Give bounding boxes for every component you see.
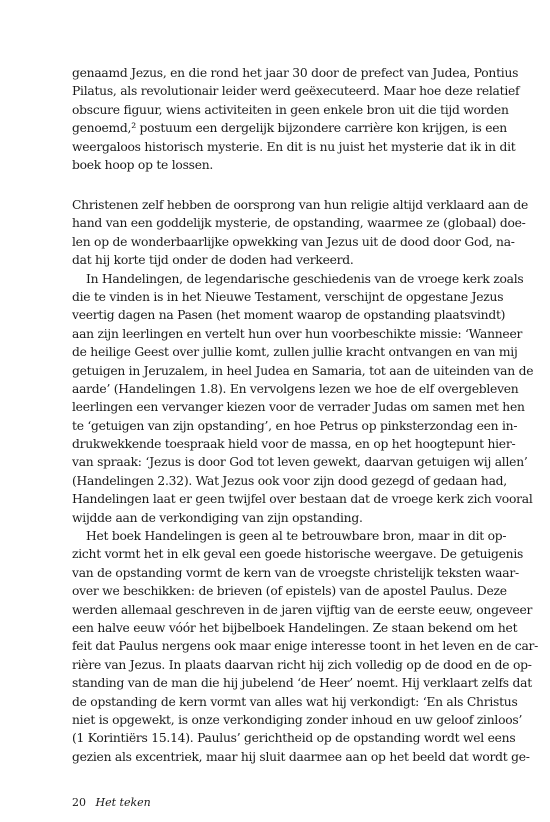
text-block-top — [72, 64, 520, 174]
text-line: hand van een goddelijk mysterie, de opstanding, waarmee ze (globaal) doe- — [72, 216, 526, 231]
text-line: een halve eeuw vóór het bijbelboek Handelingen. Ze staan bekend om het — [72, 620, 518, 635]
text-block-main — [72, 196, 539, 766]
text-line: werden allemaal geschreven in de jaren vijftig van de eerste eeuw, ongeveer — [72, 602, 533, 617]
text-line: standing van de man die hij jubelend ‘de Heer’ noemt. Hij verklaart zelfs dat — [72, 676, 532, 691]
text-line: de heilige Geest over jullie komt, zullen jullie kracht ontvangen en van mij — [72, 345, 518, 360]
text-line: van de opstanding vormt de kern van de vroegste christelijk teksten waar- — [72, 565, 519, 580]
text-line: over we beschikken: de brieven (of epistels) van de apostel Paulus. Deze — [72, 584, 507, 599]
paragraph-3 — [72, 270, 534, 527]
paragraph-4 — [72, 527, 539, 766]
text-line: Het boek Handelingen is geen al te betrouwbare bron, maar in dit op- — [86, 529, 507, 544]
text-line: zicht vormt het in elk geval een goede historische weergave. De getuigenis — [72, 547, 524, 562]
text-line: Pilatus, als revolutionair leider werd geëxecuteerd. Maar hoe deze relatief — [72, 84, 520, 99]
text-line: wijdde aan de verkondiging van zijn opstanding. — [72, 510, 363, 525]
paragraph-1 — [72, 64, 520, 174]
running-title: Het teken — [95, 796, 151, 809]
page-number: 20 — [72, 796, 86, 809]
page-footer — [72, 796, 151, 809]
text-line: obscure figuur, wiens activiteiten in geen enkele bron uit die tijd worden — [72, 102, 509, 117]
text-line: veertig dagen na Pasen (het moment waarop de opstanding plaatsvindt) — [72, 308, 506, 323]
text-line: aan zijn leerlingen en vertelt hun over hun voorbeschikte missie: ‘Wanneer — [72, 326, 523, 341]
text-line: leerlingen een vervanger kiezen voor de verrader Judas om samen met hen — [72, 400, 525, 415]
paragraph-2 — [72, 196, 529, 270]
text-line: getuigen in Jeruzalem, in heel Judea en Samaria, tot aan de uiteinden van de — [72, 363, 534, 378]
text-line: gezien als excentriek, maar hij sluit daarmee aan op het beeld dat wordt ge- — [72, 749, 530, 764]
text-line: In Handelingen, de legendarische geschiedenis van de vroege kerk zoals — [86, 271, 524, 286]
text-line: te ‘getuigen van zijn opstanding’, en hoe Petrus op pinksterzondag een in- — [72, 418, 518, 433]
text-line: niet is opgewekt, is onze verkondiging zonder inhoud en uw geloof zinloos’ — [72, 712, 523, 727]
text-line: feit dat Paulus nergens ook maar enige interesse toont in het leven en de car- — [72, 639, 539, 654]
text-line: boek hoop op te lossen. — [72, 157, 214, 172]
text-line: aarde’ (Handelingen 1.8). En vervolgens lezen we hoe de elf overgebleven — [72, 381, 519, 396]
text-line: drukwekkende toespraak hield voor de massa, en op het hoogtepunt hier- — [72, 437, 516, 452]
text-line: weergaloos historisch mysterie. En dit is nu juist het mysterie dat ik in dit — [72, 139, 516, 154]
text-line: de opstanding de kern vormt van alles wat hij verkondigt: ‘En als Christus — [72, 694, 518, 709]
text-line: rière van Jezus. In plaats daarvan richt hij zich volledig op de dood en de op- — [72, 657, 532, 672]
text-line: Christenen zelf hebben de oorsprong van hun religie altijd verklaard aan de — [72, 198, 529, 212]
text-line: Handelingen laat er geen twijfel over bestaan dat de vroege kerk zich vooral — [72, 492, 533, 507]
text-line: genaamd Jezus, en die rond het jaar 30 door de prefect van Judea, Pontius — [72, 66, 519, 80]
text-line: (1 Korintiërs 15.14). Paulus’ gerichtheid op de opstanding wordt wel eens — [72, 731, 516, 746]
text-line: die te vinden is in het Nieuwe Testament, verschijnt de opgestane Jezus — [72, 289, 504, 304]
text-line: dat hij korte tijd onder de doden had verkeerd. — [72, 253, 354, 268]
text-line: genoemd,² postuum een dergelijk bijzondere carrière kon krijgen, is een — [72, 121, 507, 136]
text-line: (Handelingen 2.32). Wat Jezus ook voor zijn dood gezegd of gedaan had, — [72, 473, 507, 488]
text-line: len op de wonderbaarlijke opwekking van Jezus uit de dood door God, na- — [72, 234, 515, 249]
text-line: van spraak: ‘Jezus is door God tot leven gewekt, daarvan getuigen wij allen’ — [72, 455, 528, 470]
